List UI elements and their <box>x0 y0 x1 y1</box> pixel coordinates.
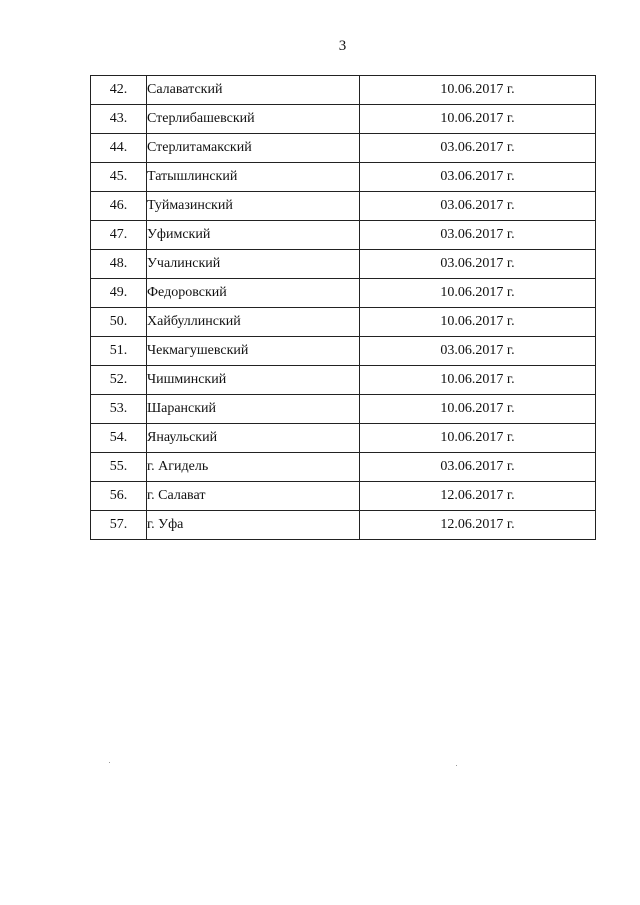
table-row <box>91 511 596 540</box>
row-number: 45. <box>91 163 147 192</box>
row-number: 42. <box>91 76 147 105</box>
district-name: Хайбуллинский <box>147 308 360 337</box>
table-row <box>91 163 596 192</box>
date-value: 10.06.2017 г. <box>360 424 596 453</box>
district-name: Янаульский <box>147 424 360 453</box>
schedule-table <box>90 75 596 540</box>
table-row <box>91 134 596 163</box>
table-row <box>91 395 596 424</box>
date-value: 10.06.2017 г. <box>360 105 596 134</box>
district-name: Стерлитамакский <box>147 134 360 163</box>
date-value: 03.06.2017 г. <box>360 134 596 163</box>
date-value: 12.06.2017 г. <box>360 511 596 540</box>
date-value: 03.06.2017 г. <box>360 250 596 279</box>
date-value: 03.06.2017 г. <box>360 337 596 366</box>
table-row <box>91 453 596 482</box>
page-number: 3 <box>338 38 347 54</box>
table-row <box>91 366 596 395</box>
district-name: Шаранский <box>147 395 360 424</box>
table-row <box>91 250 596 279</box>
district-name: Федоровский <box>147 279 360 308</box>
table-row <box>91 221 596 250</box>
date-value: 03.06.2017 г. <box>360 221 596 250</box>
date-value: 12.06.2017 г. <box>360 482 596 511</box>
table-row <box>91 424 596 453</box>
date-value: 10.06.2017 г. <box>360 279 596 308</box>
schedule-table-body <box>91 76 596 540</box>
table-row <box>91 308 596 337</box>
district-name: г. Уфа <box>147 511 360 540</box>
table-row <box>91 482 596 511</box>
row-number: 52. <box>91 366 147 395</box>
row-number: 57. <box>91 511 147 540</box>
table-row <box>91 279 596 308</box>
district-name: Стерлибашевский <box>147 105 360 134</box>
table-row <box>91 105 596 134</box>
scan-speck <box>456 765 457 766</box>
table-row <box>91 337 596 366</box>
row-number: 49. <box>91 279 147 308</box>
table-row <box>91 76 596 105</box>
date-value: 10.06.2017 г. <box>360 76 596 105</box>
date-value: 10.06.2017 г. <box>360 366 596 395</box>
row-number: 47. <box>91 221 147 250</box>
date-value: 03.06.2017 г. <box>360 453 596 482</box>
row-number: 53. <box>91 395 147 424</box>
row-number: 44. <box>91 134 147 163</box>
row-number: 56. <box>91 482 147 511</box>
row-number: 50. <box>91 308 147 337</box>
district-name: Учалинский <box>147 250 360 279</box>
row-number: 48. <box>91 250 147 279</box>
row-number: 54. <box>91 424 147 453</box>
row-number: 43. <box>91 105 147 134</box>
date-value: 10.06.2017 г. <box>360 395 596 424</box>
table-row <box>91 192 596 221</box>
district-name: Татышлинский <box>147 163 360 192</box>
row-number: 46. <box>91 192 147 221</box>
row-number: 55. <box>91 453 147 482</box>
date-value: 03.06.2017 г. <box>360 192 596 221</box>
district-name: Чекмагушевский <box>147 337 360 366</box>
district-name: Чишминский <box>147 366 360 395</box>
date-value: 10.06.2017 г. <box>360 308 596 337</box>
date-value: 03.06.2017 г. <box>360 163 596 192</box>
district-name: г. Салават <box>147 482 360 511</box>
scan-speck <box>109 762 110 763</box>
row-number: 51. <box>91 337 147 366</box>
district-name: г. Агидель <box>147 453 360 482</box>
district-name: Туймазинский <box>147 192 360 221</box>
district-name: Уфимский <box>147 221 360 250</box>
district-name: Салаватский <box>147 76 360 105</box>
